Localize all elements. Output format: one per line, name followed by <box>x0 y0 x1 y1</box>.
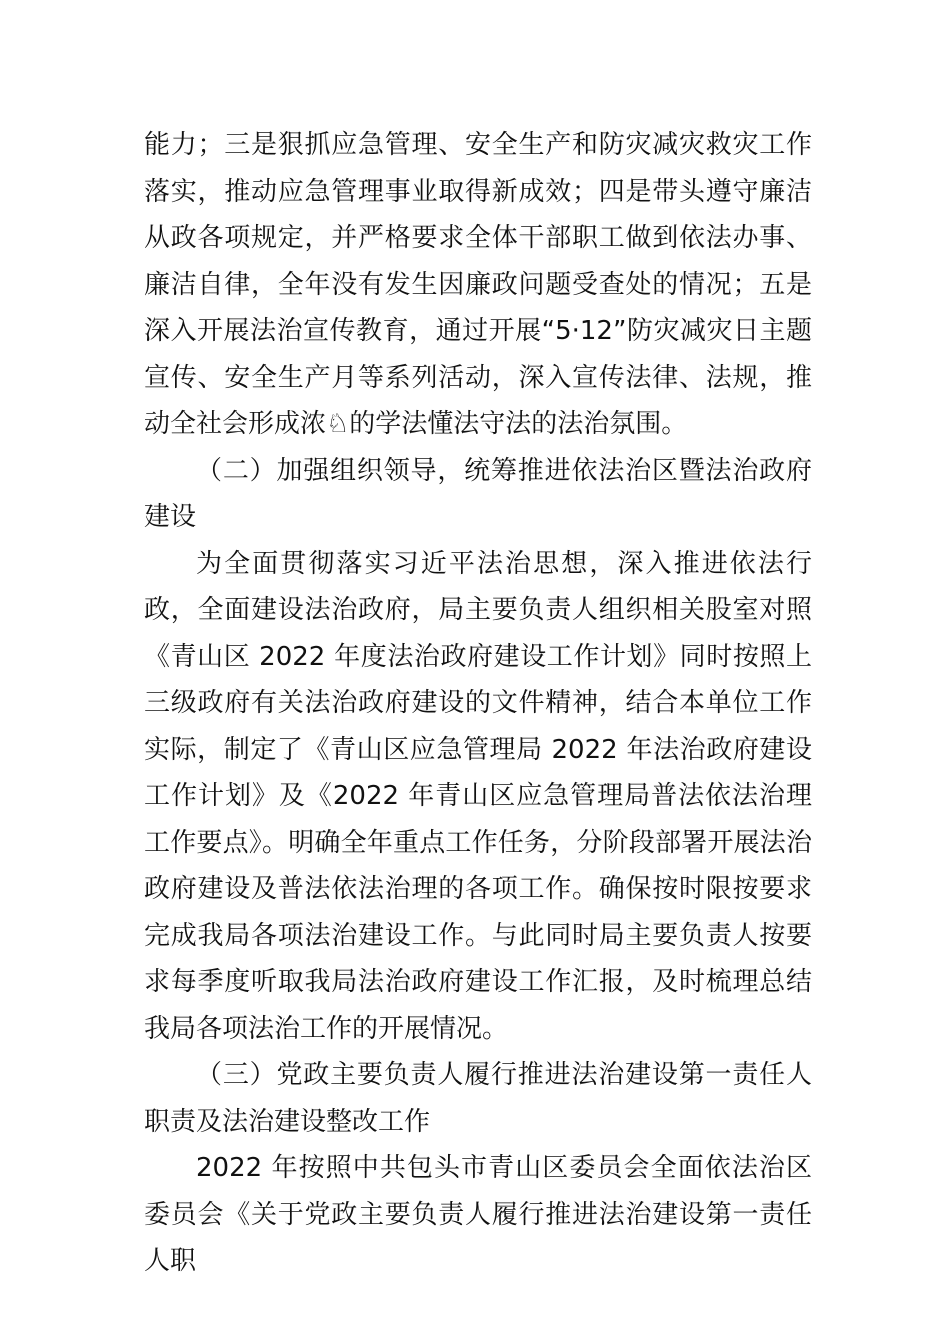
paragraph-section-2: 为全面贯彻落实习近平法治思想，深入推进依法行政，全面建设法治政府，局主要负责人组织相关股室对照《青山区 2022 年度法治政府建设工作计划》同时按照上三级政府有关法治政府建设的文件精神，结合本单位工作实际，制定了《青山区应急管理局 2022 年法治政府建设工作计划》及《2022 年青山区应急管理局普法依法治理工作要点》。明确全年重点工作任务，分阶段部署开展法治政府建设及普法依法治理的各项工作。确保按时限按要求完成我局各项法治建设工作。与此同时局主要负责人按要求每季度听取我局法治政府建设工作汇报，及时梳理总结我局各项法治工作的开展情况。 <box>144 548 812 1044</box>
paragraph-continued: 能力；三是狠抓应急管理、安全生产和防灾减灾救灾工作落实，推动应急管理事业取得新成效；四是带头遵守廉洁从政各项规定，并严格要求全体干部职工做到依法办事、廉洁自律，全年没有发生因廉政问题受查处的情况；五是深入开展法治宣传教育，通过开展“5·12”防灾减灾日主题宣传、安全生产月等系列活动，深入宣传法律、法规，推动全社会形成浓♘的学法懂法守法的法治氛围。 <box>144 130 812 439</box>
document-body <box>144 122 812 1285</box>
paragraph-section-3: 2022 年按照中共包头市青山区委员会全面依法治区委员会《关于党政主要负责人履行推进法治建设第一责任人职 <box>144 1153 812 1276</box>
section-heading-2: （二）加强组织领导，统筹推进依法治区暨法治政府建设 <box>144 455 812 532</box>
section-heading-3: （三）党政主要负责人履行推进法治建设第一责任人职责及法治建设整改工作 <box>144 1060 812 1137</box>
